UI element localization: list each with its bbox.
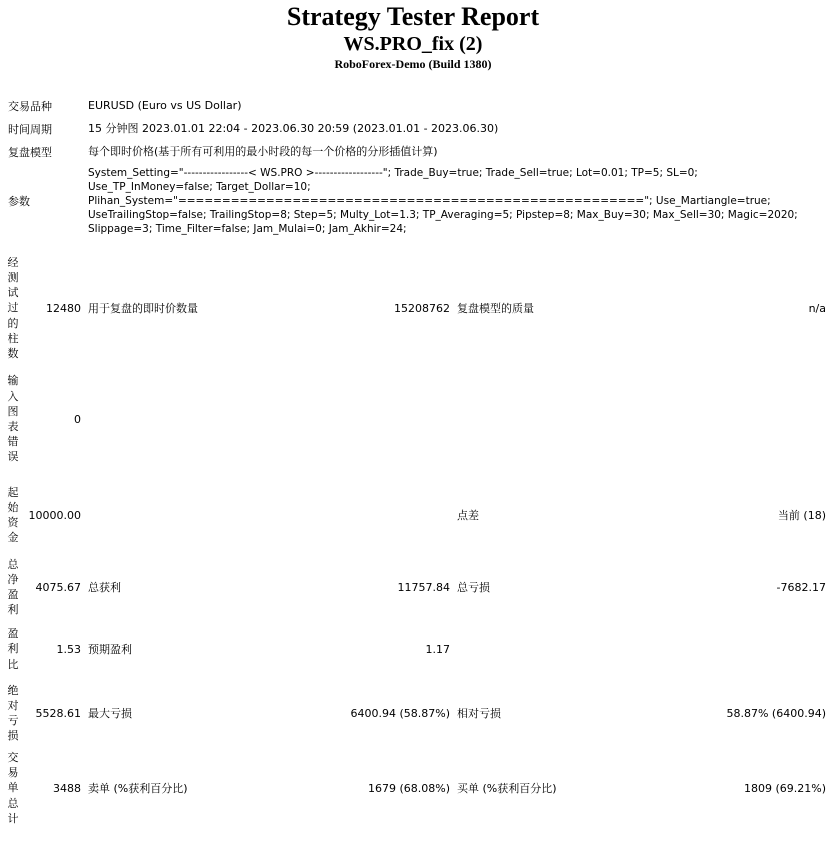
params-line: System_Setting="-----------------< WS.PRO >------------------"; Trade_Buy=true; Trade_Sell=true; Lot=0.01; TP=5; SL=0; bbox=[88, 166, 698, 179]
params-line: Plihan_System="====================================================="; Use_Martiangle=true; bbox=[88, 194, 771, 207]
stat-value-1: 1.17 bbox=[425, 642, 450, 656]
params-line: Use_TP_InMoney=false; Target_Dollar=10; bbox=[88, 180, 311, 193]
model-label: 复盘模型 bbox=[8, 145, 52, 159]
stat-value: 12480 bbox=[46, 301, 81, 315]
stat-value-1: 15208762 bbox=[394, 301, 450, 315]
stat-label-2: 相对亏损 bbox=[457, 707, 501, 720]
stat-value-2: 当前 (18) bbox=[777, 509, 826, 522]
info-section bbox=[8, 94, 820, 238]
stat-label: 盈 利 比 bbox=[7, 627, 19, 671]
stat-label: 起 始 资 金 bbox=[7, 485, 19, 545]
stats-row-errors bbox=[0, 364, 826, 474]
stat-label-2: 复盘模型的质量 bbox=[457, 302, 534, 315]
model-value: 每个即时价格(基于所有可利用的最小时段的每一个价格的分形插值计算) bbox=[88, 144, 438, 158]
period-value: 15 分钟图 2023.01.01 22:04 - 2023.06.30 20:59 (2023.01.01 - 2023.06.30) bbox=[88, 121, 499, 135]
model-row bbox=[8, 140, 820, 163]
stat-value-2: -7682.17 bbox=[776, 580, 826, 594]
stat-label-2: 买单 (%获利百分比) bbox=[457, 782, 557, 795]
stats-row-drawdown bbox=[0, 680, 826, 746]
ea-name: WS.PRO_fix (2) bbox=[343, 33, 483, 55]
stat-value: 5528.61 bbox=[35, 706, 81, 720]
stat-value-2: n/a bbox=[808, 301, 826, 315]
stat-label-1: 卖单 (%获利百分比) bbox=[88, 782, 188, 795]
stat-label-1: 用于复盘的即时价数量 bbox=[88, 302, 198, 315]
stat-label: 经 测 试 过 的 柱 数 bbox=[7, 255, 19, 360]
report-title: Strategy Tester Report bbox=[286, 2, 540, 31]
stat-value: 4075.67 bbox=[35, 580, 81, 594]
symbol-label: 交易品种 bbox=[8, 99, 52, 113]
stat-label-1: 最大亏损 bbox=[88, 707, 132, 720]
stats-section bbox=[0, 252, 826, 830]
stats-row-deposit bbox=[0, 474, 826, 556]
stats-row-pf bbox=[0, 618, 826, 680]
stats-row-bars bbox=[0, 252, 826, 364]
params-value bbox=[88, 166, 820, 236]
period-label: 时间周期 bbox=[8, 122, 52, 136]
stat-label-1: 预期盈利 bbox=[88, 643, 132, 656]
stats-row-net bbox=[0, 556, 826, 618]
stat-label-1: 总获利 bbox=[88, 581, 121, 594]
stat-value-2: 58.87% (6400.94) bbox=[726, 706, 826, 720]
stat-value: 10000.00 bbox=[28, 508, 81, 522]
stat-value: 0 bbox=[74, 412, 81, 426]
server-build: RoboForex-Demo (Build 1380) bbox=[334, 57, 492, 71]
stat-value: 3488 bbox=[53, 781, 81, 795]
stat-label: 输 入 图 表 错 误 bbox=[7, 374, 19, 464]
stat-value-1: 6400.94 (58.87%) bbox=[350, 706, 450, 720]
params-row bbox=[8, 163, 820, 238]
report-header bbox=[0, 0, 826, 72]
period-row bbox=[8, 117, 820, 140]
params-line: Slippage=3; Time_Filter=false; Jam_Mulai=0; Jam_Akhir=24; bbox=[88, 222, 407, 235]
stat-label-2: 总亏损 bbox=[457, 581, 490, 594]
stat-value-1: 1679 (68.08%) bbox=[367, 781, 450, 795]
params-label: 参数 bbox=[8, 194, 30, 208]
stat-value: 1.53 bbox=[56, 642, 81, 656]
stat-value-2: 1809 (69.21%) bbox=[743, 781, 826, 795]
stat-label-2: 点差 bbox=[457, 509, 479, 522]
stat-label: 交 易 单 总 计 bbox=[7, 750, 19, 825]
params-line: UseTrailingStop=false; TrailingStop=8; Step=5; Multy_Lot=1.3; TP_Averaging=5; Pipstep=8; Max_Buy=30; Max_Sell=30; Magic=2020; bbox=[88, 208, 798, 221]
symbol-value: EURUSD (Euro vs US Dollar) bbox=[88, 98, 242, 112]
stats-row-trades bbox=[0, 746, 826, 830]
symbol-row bbox=[8, 94, 820, 117]
stat-value-1: 11757.84 bbox=[397, 580, 450, 594]
stat-label: 绝 对 亏 损 bbox=[7, 683, 19, 743]
stat-label: 总 净 盈 利 bbox=[7, 557, 19, 617]
